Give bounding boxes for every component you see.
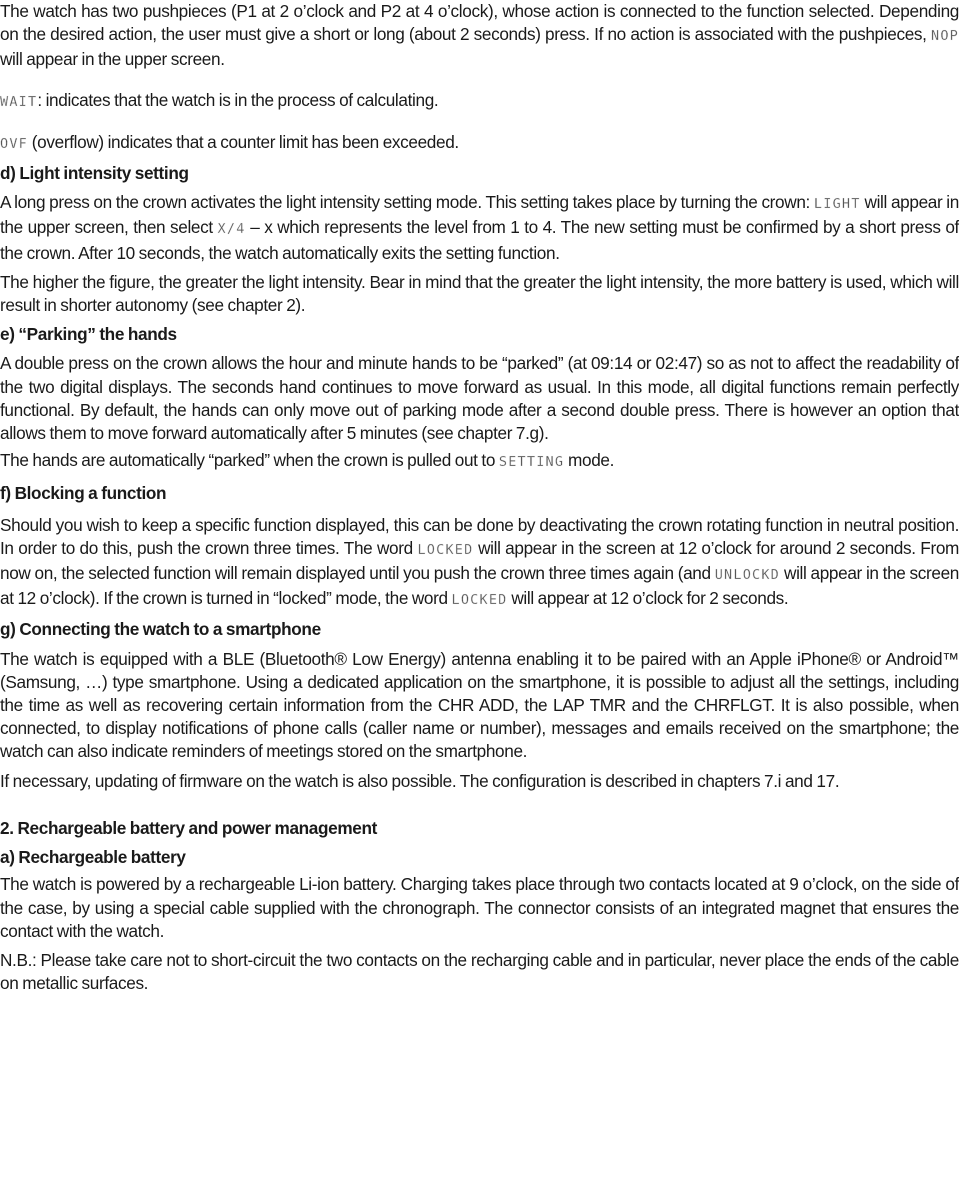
paragraph-battery: The watch is powered by a rechargeable Li-ion battery. Charging takes place through two contacts located at 9 o’clock, on the side of the case, by using a special cable supplied with the chronograph. The connector consists of an integrated magnet that ensures the contact with the watch. — [0, 874, 959, 941]
heading-blocking-function: f) Blocking a function — [0, 483, 167, 504]
paragraph-light-setting: A long press on the crown activates the light intensity setting mode. This setting takes place by turning the crown: LIGHT will appear in the upper screen, then select X/4 – x which represents the level from 1 to 4. The new setting must be confirmed by a short press of the crown. After 10 seconds, the watch automatically exits the setting function. — [0, 192, 959, 263]
lcd-locked-again: LOCKED — [451, 592, 508, 609]
paragraph-blocking: Should you wish to keep a specific function displayed, this can be done by deactivating the crown rotating function in neutral position. In order to do this, push the crown three times. The word LOCKED will appear in the screen at 12 o’clock for around 2 seconds. From now on, the selected function will remain displayed until you push the crown three times again (and UNLOCKD will appear in the screen at 12 o’clock). If the crown is turned in “locked” mode, the word LOCKED will appear at 12 o’clock for 2 seconds. — [0, 514, 959, 609]
heading-smartphone: g) Connecting the watch to a smartphone — [0, 619, 321, 640]
heading-light-intensity: d) Light intensity setting — [0, 163, 189, 184]
lcd-light: LIGHT — [813, 196, 861, 213]
paragraph-pushpieces: The watch has two pushpieces (P1 at 2 o’clock and P2 at 4 o’clock), whose action is connected to the function selected. Depending on the desired action, the user must give a short or long (about 2 seconds) press. If no action is associated with the pushpieces, NOP will appear in the upper screen. — [0, 1, 959, 70]
paragraph-light-intensity-note: The higher the figure, the greater the light intensity. Bear in mind that the greater the light intensity, the more battery is used, which will result in shorter autonomy (see chapter 2). — [0, 271, 959, 316]
paragraph-smartphone: The watch is equipped with a BLE (Bluetooth® Low Energy) antenna enabling it to be paired with an Apple iPhone® or Android™ (Samsung, …) type smartphone. Using a dedicated application on the smartphone, it is possible to adjust all the settings, including the time as well as recovering certain information from the CHR ADD, the LAP TMR and the CHRFLGT. It is also possible, when connected, to display notifications of phone calls (caller name or number), messages and emails received on the smartphone; the watch can also indicate reminders of meetings stored on the smartphone. — [0, 648, 959, 762]
heading-rechargeable-battery: a) Rechargeable battery — [0, 847, 186, 868]
lcd-level: X/4 — [217, 221, 246, 238]
lcd-locked: LOCKED — [417, 541, 474, 558]
heading-parking-hands: e) “Parking” the hands — [0, 324, 177, 345]
heading-battery-section: 2. Rechargeable battery and power management — [0, 817, 378, 838]
lcd-unlockd: UNLOCKD — [714, 567, 781, 584]
paragraph-nb-warning: N.B.: Please take care not to short-circuit the two contacts on the recharging cable and in particular, never place the ends of the cable on metallic surfaces. — [0, 949, 959, 994]
lcd-nop: NOP — [931, 28, 959, 45]
paragraph-overflow: OVF (overflow) indicates that a counter limit has been exceeded. — [0, 131, 459, 152]
paragraph-parking: A double press on the crown allows the hour and minute hands to be “parked” (at 09:14 or 02:47) so as not to affect the readability of the two digital displays. The seconds hand continues to move forward as usual. In this mode, all digital functions remain perfectly functional. By default, the hands can only move out of parking mode after a second double press. There is however an option that allows them to move forward automatically after 5 minutes (see chapter 7.g). — [0, 353, 959, 444]
paragraph-parking-setting: The hands are automatically “parked” when the crown is pulled out to SETTING mode. — [0, 450, 615, 471]
lcd-setting: SETTING — [498, 454, 565, 471]
lcd-wait: WAIT — [0, 93, 38, 110]
paragraph-wait: WAIT: indicates that the watch is in the process of calculating. — [0, 89, 439, 110]
lcd-ovf: OVF — [0, 135, 28, 152]
paragraph-firmware: If necessary, updating of firmware on the watch is also possible. The configuration is described in chapters 7.i and 17. — [0, 770, 840, 791]
